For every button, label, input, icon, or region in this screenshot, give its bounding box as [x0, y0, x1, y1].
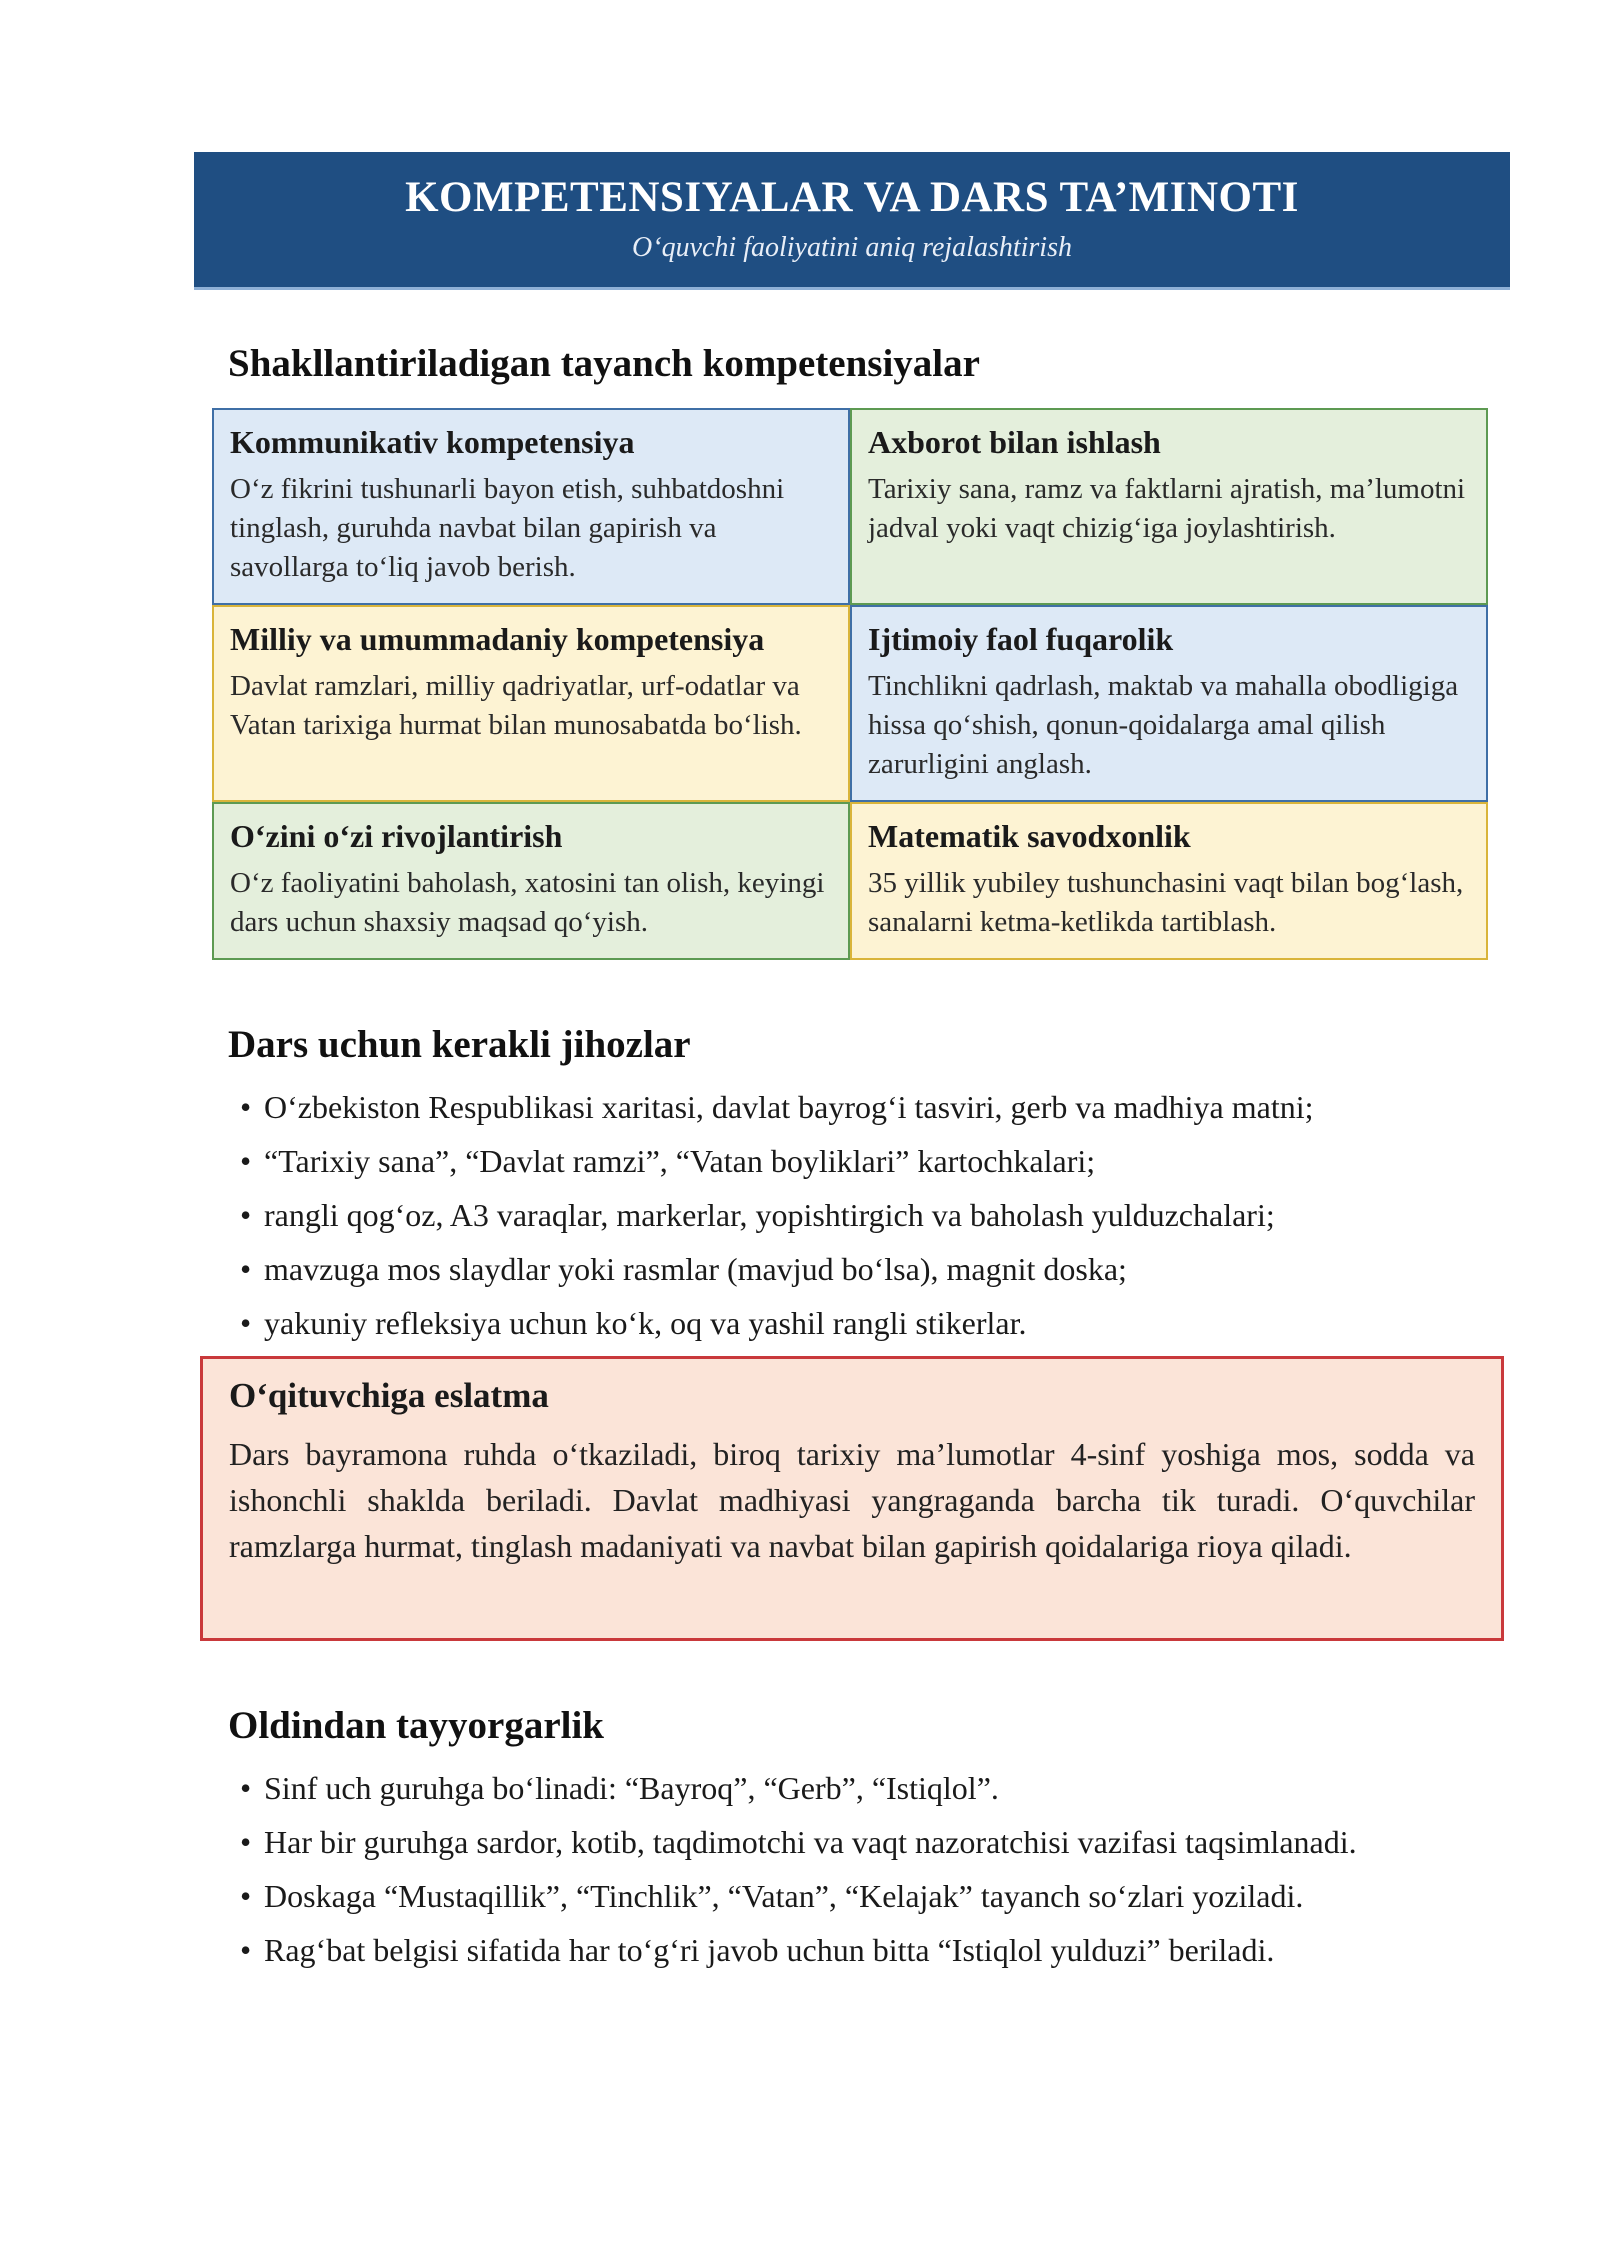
competency-grid [212, 408, 1488, 960]
competency-text: O‘z faoliyatini baholash, xatosini tan olish, keyingi dars uchun shaxsiy maqsad qo‘yish. [230, 867, 825, 938]
competency-card-civic [850, 605, 1488, 802]
competency-card-self-development [212, 802, 850, 960]
competency-text: Tinchlikni qadrlash, maktab va mahalla obodligiga hissa qo‘shish, qonun-qoidalarga amal qilish zarurligini anglash. [868, 670, 1459, 780]
equipment-list [240, 1084, 1500, 1354]
title-banner [194, 152, 1510, 290]
competency-card-math-literacy [850, 802, 1488, 960]
list-item: • rangli qog‘oz, A3 varaqlar, markerlar, yopishtirgich va baholash yulduzchalari; [240, 1192, 1500, 1238]
list-item: • Doskaga “Mustaqillik”, “Tinchlik”, “Vatan”, “Kelajak” tayanch so‘zlari yoziladi. [240, 1873, 1370, 1919]
list-item: • mavzuga mos slaydlar yoki rasmlar (mavjud bo‘lsa), magnit doska; [240, 1246, 1500, 1292]
competency-card-national-culture [212, 605, 850, 802]
competency-card-information [850, 408, 1488, 605]
page-subtitle: O‘quvchi faoliyatini aniq rejalashtirish [632, 232, 1072, 263]
competency-card-communicative [212, 408, 850, 605]
list-item: • Har bir guruhga sardor, kotib, taqdimotchi va vaqt nazoratchisi vazifasi taqsimlanadi. [240, 1819, 1370, 1865]
list-item: • Sinf uch guruhga bo‘linadi: “Bayroq”, “Gerb”, “Istiqlol”. [240, 1765, 1370, 1811]
competency-title: O‘zini o‘zi rivojlantirish [230, 818, 563, 854]
teacher-note [200, 1356, 1504, 1641]
competency-title: Matematik savodxonlik [868, 818, 1191, 854]
preparation-list [240, 1765, 1370, 1981]
competency-text: Tarixiy sana, ramz va faktlarni ajratish, ma’lumotni jadval yoki vaqt chizig‘iga joylashtirish. [868, 473, 1466, 544]
competency-title: Axborot bilan ishlash [868, 424, 1161, 460]
list-item: • O‘zbekiston Respublikasi xaritasi, davlat bayrog‘i tasviri, gerb va madhiya matni; [240, 1084, 1500, 1130]
competency-title: Milliy va umummadaniy kompetensiya [230, 621, 765, 657]
competency-title: Kommunikativ kompetensiya [230, 424, 635, 460]
competencies-heading: Shakllantiriladigan tayanch kompetensiyalar [228, 342, 980, 385]
competency-title: Ijtimoiy faol fuqarolik [868, 621, 1174, 657]
competency-text: O‘z fikrini tushunarli bayon etish, suhbatdoshni tinglash, guruhda navbat bilan gapirish va savollarga to‘liq javob berish. [230, 473, 785, 583]
list-item: • “Tarixiy sana”, “Davlat ramzi”, “Vatan boyliklari” kartochkalari; [240, 1138, 1500, 1184]
list-item: • yakuniy refleksiya uchun ko‘k, oq va yashil rangli stikerlar. [240, 1300, 1500, 1346]
page-title: KOMPETENSIYALAR VA DARS TA’MINOTI [405, 174, 1299, 221]
equipment-heading: Dars uchun kerakli jihozlar [228, 1023, 691, 1066]
preparation-heading: Oldindan tayyorgarlik [228, 1704, 604, 1747]
list-item: • Rag‘bat belgisi sifatida har to‘g‘ri javob uchun bitta “Istiqlol yulduzi” beriladi. [240, 1927, 1370, 1973]
competency-text: 35 yillik yubiley tushunchasini vaqt bilan bog‘lash, sanalarni ketma-ketlikda tartiblash. [868, 867, 1464, 938]
note-title: O‘qituvchiga eslatma [229, 1376, 549, 1415]
note-text: Dars bayramona ruhda o‘tkaziladi, biroq tarixiy ma’lumotlar 4-sinf yoshiga mos, sodda va ishonchli shaklda beriladi. Davlat madhiyasi yangraganda barcha tik turadi. O‘quvchilar ramzlarga hurmat, tinglash madaniyati va navbat bilan gapirish qoidalariga rioya qiladi. [229, 1436, 1475, 1564]
competency-text: Davlat ramzlari, milliy qadriyatlar, urf-odatlar va Vatan tarixiga hurmat bilan munosabatda bo‘lish. [230, 670, 802, 741]
